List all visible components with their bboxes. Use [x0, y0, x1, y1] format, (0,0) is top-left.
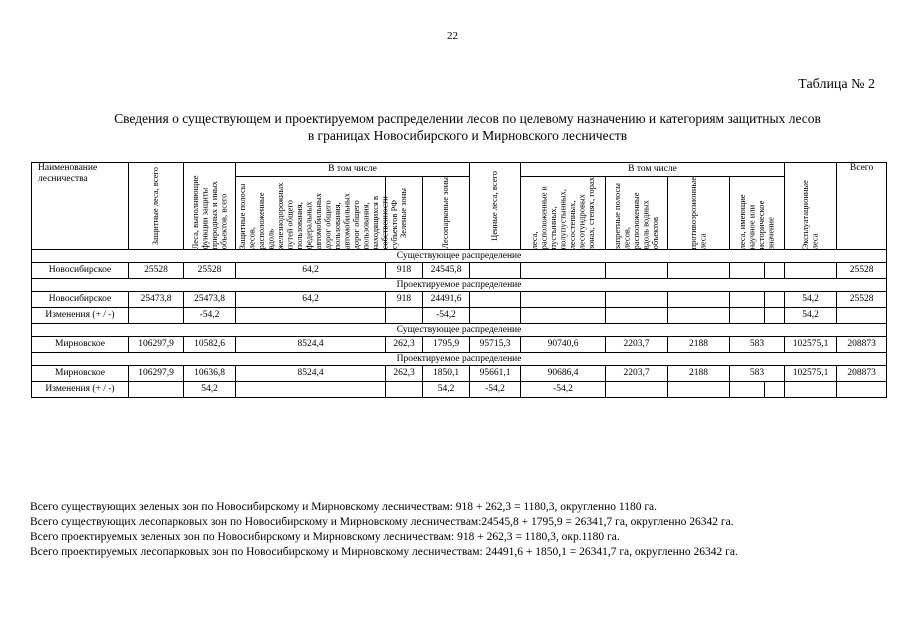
table-row: Мирновское 106297,9 10582,6 8524,4 262,3 1795,9 95715,3 90740,6 2203,7 2188 583 102575,1 208873 — [32, 337, 887, 353]
section-row: Существующее распределение — [32, 324, 887, 337]
section-row: Существующее распределение — [32, 250, 887, 263]
summary-notes — [30, 500, 890, 560]
table-row: Новосибирское 25528 25528 64,2 918 24545,8 25528 — [32, 263, 887, 279]
note-line: Всего проектируемых лесопарковых зон по Новосибирскому и Мирновскому лесничествам: 24491,6 + 1850,1 = 26341,7 га, округленно 26342 га. — [30, 546, 738, 558]
header-incl-1: В том числе — [236, 163, 470, 177]
header-valuable-total: Ценные леса, всего — [470, 163, 521, 250]
header-row-1 — [32, 163, 887, 177]
page-number: 22 — [447, 30, 458, 42]
section-row: Проектируемое распределение — [32, 353, 887, 366]
header-total: Всего — [837, 163, 887, 250]
header-road-strips: Защитные полосы лесов, расположенные вдоль железнодорожных путей общего пользования, федеральных автомобильных дорог общего пользования, автомобильных дорог общего пользования, находящихся в собственности субъектов РФ — [236, 177, 386, 250]
header-erosion: противоэрозионные леса — [668, 177, 730, 250]
header-exploitation: Эксплуатационные леса — [785, 163, 837, 250]
header-forest-park: Лесопарковые зоны — [423, 177, 470, 250]
header-scientific: леса, имеющие научное или историческое значение — [730, 177, 785, 250]
title-line-2: в границах Новосибирского и Мирновского лесничеств — [307, 128, 628, 143]
document-title — [70, 110, 865, 144]
header-green: Зеленые зоны — [386, 177, 423, 250]
header-name: Наименование лесничества — [32, 163, 129, 250]
note-line: Всего проектируемых зеленых зон по Новосибирскому и Мирновскому лесничествам: 918 + 262,3 = 1180,3, окр.1180 га. — [30, 531, 620, 543]
table-row: Изменения (+ / -) -54,2 -54,2 54,2 — [32, 308, 887, 324]
header-desert: леса, расположенные в пустынных, полупустынных, лесостепных, лесотундровых зонах, степях, горах — [521, 177, 606, 250]
table-label: Таблица № 2 — [798, 77, 875, 92]
table-row: Изменения (+ / -) 54,2 54,2 -54,2 -54,2 — [32, 382, 887, 398]
note-line: Всего существующих лесопарковых зон по Новосибирскому и Мирновскому лесничествам:24545,8 + 1795,9 = 26341,7 га, округленно 26342 га. — [30, 516, 734, 528]
header-protective-total: Защитные леса, всего — [129, 163, 184, 250]
forest-distribution-table — [31, 162, 887, 398]
table-row: Новосибирское 25473,8 25473,8 64,2 918 24491,6 54,2 25528 — [32, 292, 887, 308]
section-row: Проектируемое распределение — [32, 279, 887, 292]
note-line: Всего существующих зеленых зон по Новосибирскому и Мирновскому лесничествам: 918 + 262,3 = 1180,3, округленно 1180 га. — [30, 501, 658, 513]
header-incl-2: В том числе — [521, 163, 785, 177]
header-spawning: запретные полосы лесов, расположенные вдоль водных объектов — [606, 177, 668, 250]
header-water-protection-total: Леса, выполняющие функции защиты природных и иных объектов, всего — [184, 163, 236, 250]
title-line-1: Сведения о существующем и проектируемом распределении лесов по целевому назначению и категориям защитных лесов — [114, 111, 821, 126]
table-row: Мирновское 106297,9 10636,8 8524,4 262,3 1850,1 95661,1 90686,4 2203,7 2188 583 102575,1 208873 — [32, 366, 887, 382]
